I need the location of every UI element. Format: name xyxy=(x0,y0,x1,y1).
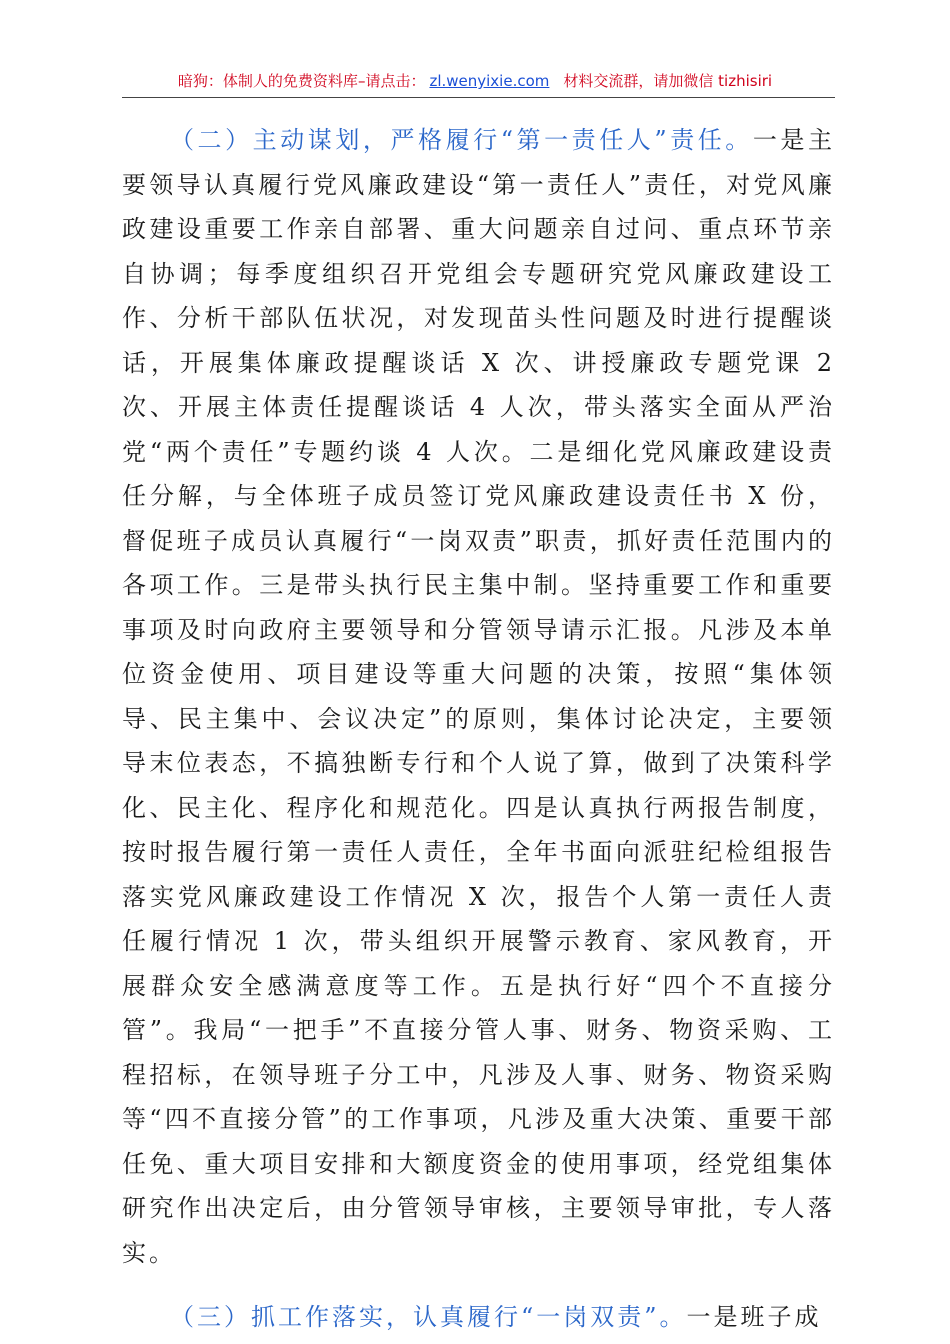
paragraph-section-3 xyxy=(122,1295,835,1340)
header-divider xyxy=(122,97,835,98)
paragraph-text: 一是主要领导认真履行党风廉政建设“第一责任人”责任，对党风廉政建设重要工作亲自部署、重大问题亲自过问、重点环节亲自协调；每季度组织召开党组会专题研究党风廉政建设工作、分析干部队伍状况，对发现苗头性问题及时进行提醒谈话，开展集体廉政提醒谈话 X 次、讲授廉政专题党课 2 次、开展主体责任提醒谈话 4 人次，带头落实全面从严治党“两个责任”专题约谈 4 人次。二是细化党风廉政建设责任分解，与全体班子成员签订党风廉政建设责任书 X 份，督促班子成员认真履行“一岗双责”职责，抓好责任范围内的各项工作。三是带头执行民主集中制。坚持重要工作和重要事项及时向政府主要领导和分管领导请示汇报。凡涉及本单位资金使用、项目建设等重大问题的决策，按照“集体领导、民主集中、会议决定”的原则，集体讨论决定，主要领导末位表态，不搞独断专行和个人说了算，做到了决策科学化、民主化、程序化和规范化。四是认真执行两报告制度，按时报告履行第一责任人责任，全年书面向派驻纪检组报告落实党风廉政建设工作情况 X 次，报告个人第一责任人责任履行情况 1 次，带头组织开展警示教育、家风教育，开展群众安全感满意度等工作。五是执行好“四个不直接分管”。我局“一把手”不直接分管人事、财务、物资采购、工程招标，在领导班子分工中，凡涉及人事、财务、物资采购等“四不直接分管”的工作事项，凡涉及重大决策、重要干部任免、重大项目安排和大额度资金的使用事项，经党组集体研究作出决定后，由分管领导审核，主要领导审批，专人落实。 xyxy=(122,126,835,1267)
paragraph-section-2 xyxy=(122,118,835,1275)
header-link[interactable]: zl.wenyixie.com xyxy=(429,72,550,90)
header-prompt: –请点击： xyxy=(357,72,426,90)
header-group-note: 材料交流群，请加微信 tizhisiri xyxy=(563,72,773,90)
document-body xyxy=(122,118,835,1340)
section-heading: （三）抓工作落实，认真履行“一岗双责”。 xyxy=(170,1303,687,1331)
page-header xyxy=(0,70,950,92)
section-heading: （二）主动谋划，严格履行“第一责任人”责任。 xyxy=(170,126,753,154)
paragraph-text: 一是班子成 xyxy=(686,1303,822,1331)
header-brand: 暗狗：体制人的免费资料库 xyxy=(177,72,358,90)
